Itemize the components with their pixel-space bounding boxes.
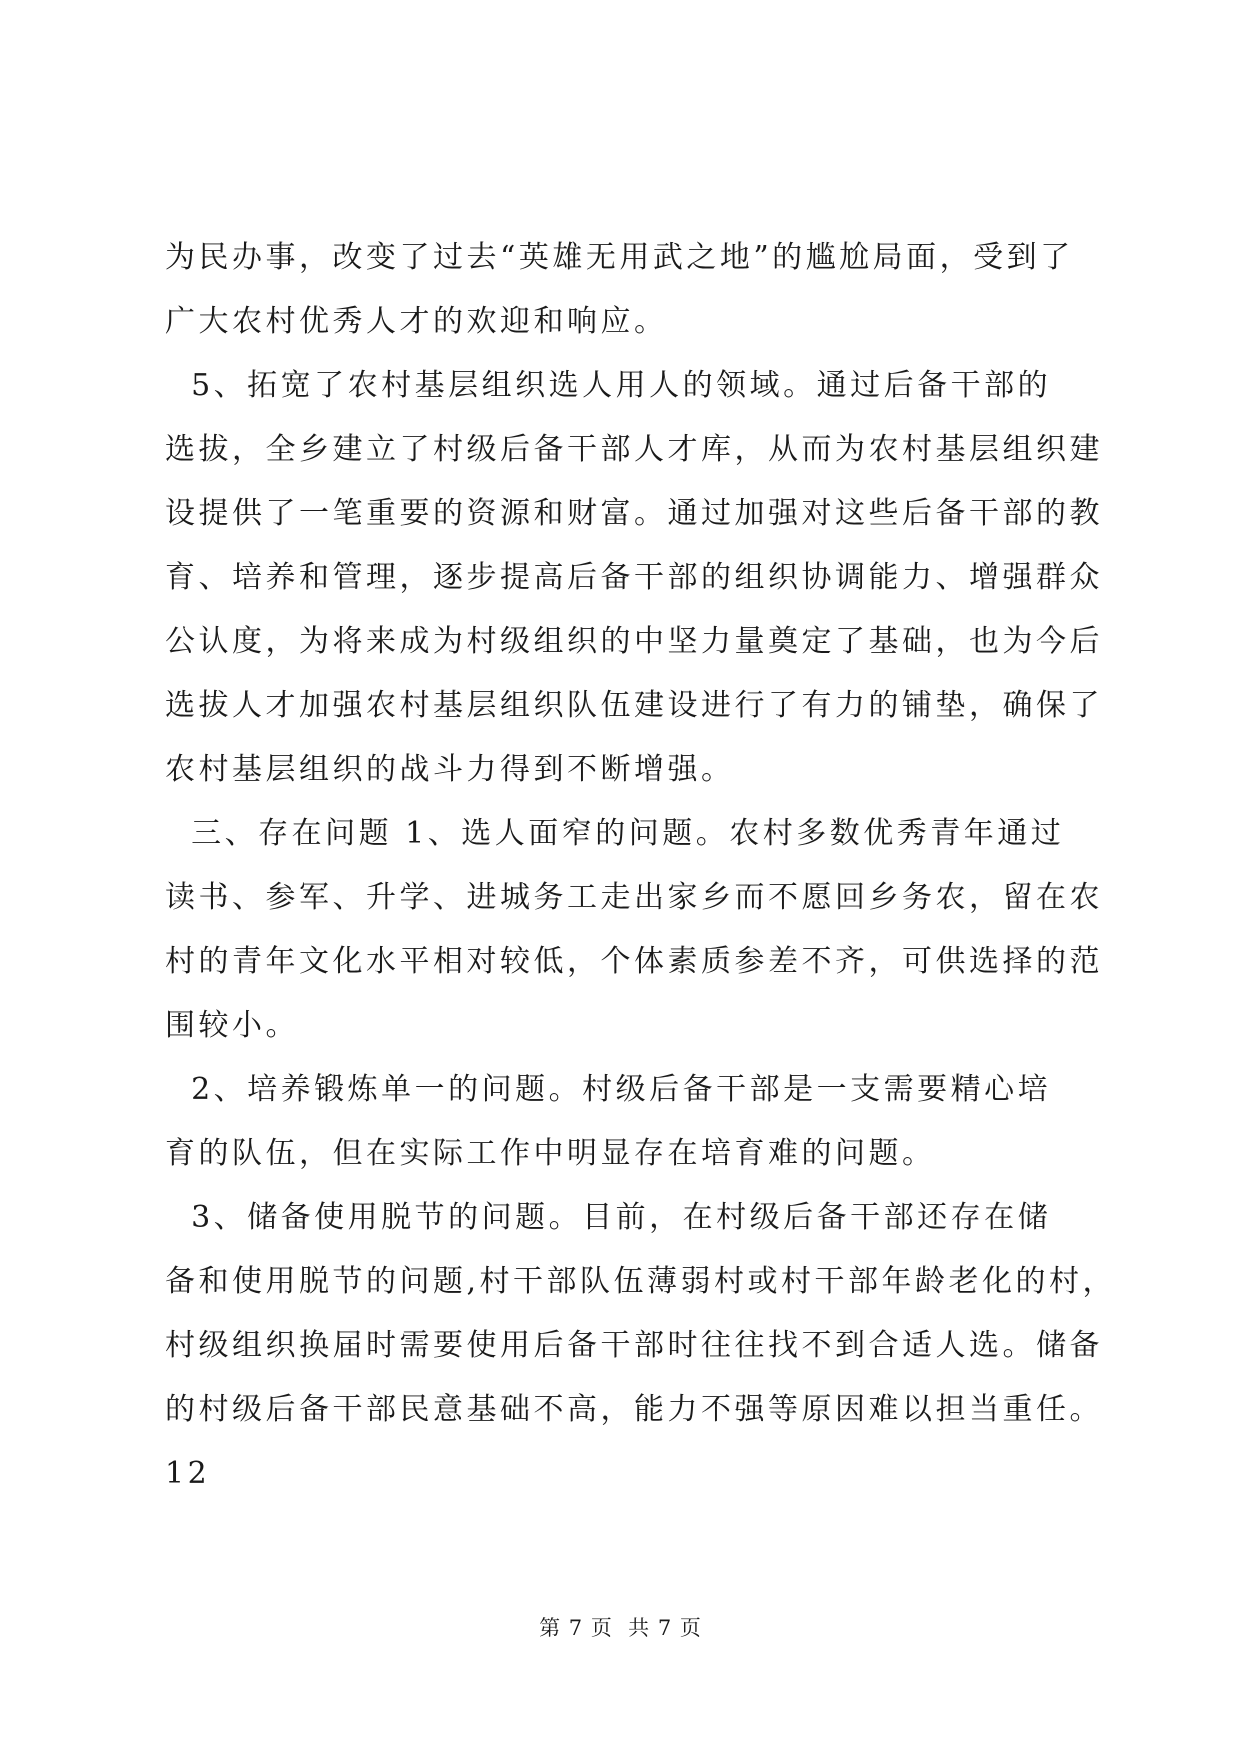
text-line: 三、存在问题 1、选人面窄的问题。农村多数优秀青年通过: [165, 816, 1065, 851]
text-line: 农村基层组织的战斗力得到不断增强。: [165, 752, 735, 787]
text-line: 选拔人才加强农村基层组织队伍建设进行了有力的铺垫，确保了: [165, 688, 1103, 723]
text-line: 备和使用脱节的问题,村干部队伍薄弱村或村干部年龄老化的村，: [165, 1264, 1117, 1299]
text-line: 设提供了一笔重要的资源和财富。通过加强对这些后备干部的教: [165, 496, 1103, 531]
text-line: 村级组织换届时需要使用后备干部时往往找不到合适人选。储备: [165, 1328, 1103, 1363]
text-line: 村的青年文化水平相对较低，个体素质参差不齐，可供选择的范: [165, 944, 1103, 979]
text-line: 选拔，全乡建立了村级后备干部人才库，从而为农村基层组织建: [165, 432, 1103, 467]
body-text: [165, 226, 1117, 1506]
text-line: 5、拓宽了农村基层组织选人用人的领域。通过后备干部的: [165, 368, 1052, 403]
text-line: 的村级后备干部民意基础不高，能力不强等原因难以担当重任。: [165, 1392, 1103, 1427]
text-line: 育、培养和管理，逐步提高后备干部的组织协调能力、增强群众: [165, 560, 1103, 595]
text-line: 为民办事，改变了过去“英雄无用武之地”的尴尬局面，受到了: [165, 240, 1074, 275]
text-line: 读书、参军、升学、进城务工走出家乡而不愿回乡务农，留在农: [165, 880, 1103, 915]
text-line: 3、储备使用脱节的问题。目前，在村级后备干部还存在储: [165, 1200, 1052, 1235]
text-line: 2、培养锻炼单一的问题。村级后备干部是一支需要精心培: [165, 1072, 1052, 1107]
text-line: 广大农村优秀人才的欢迎和响应。: [165, 304, 668, 339]
text-line: 公认度，为将来成为村级组织的中坚力量奠定了基础，也为今后: [165, 624, 1103, 659]
text-line: 12: [165, 1456, 211, 1491]
page-number-footer: 第 7 页 共 7 页: [539, 1616, 702, 1640]
text-line: 围较小。: [165, 1008, 299, 1043]
text-line: 育的队伍，但在实际工作中明显存在培育难的问题。: [165, 1136, 936, 1171]
